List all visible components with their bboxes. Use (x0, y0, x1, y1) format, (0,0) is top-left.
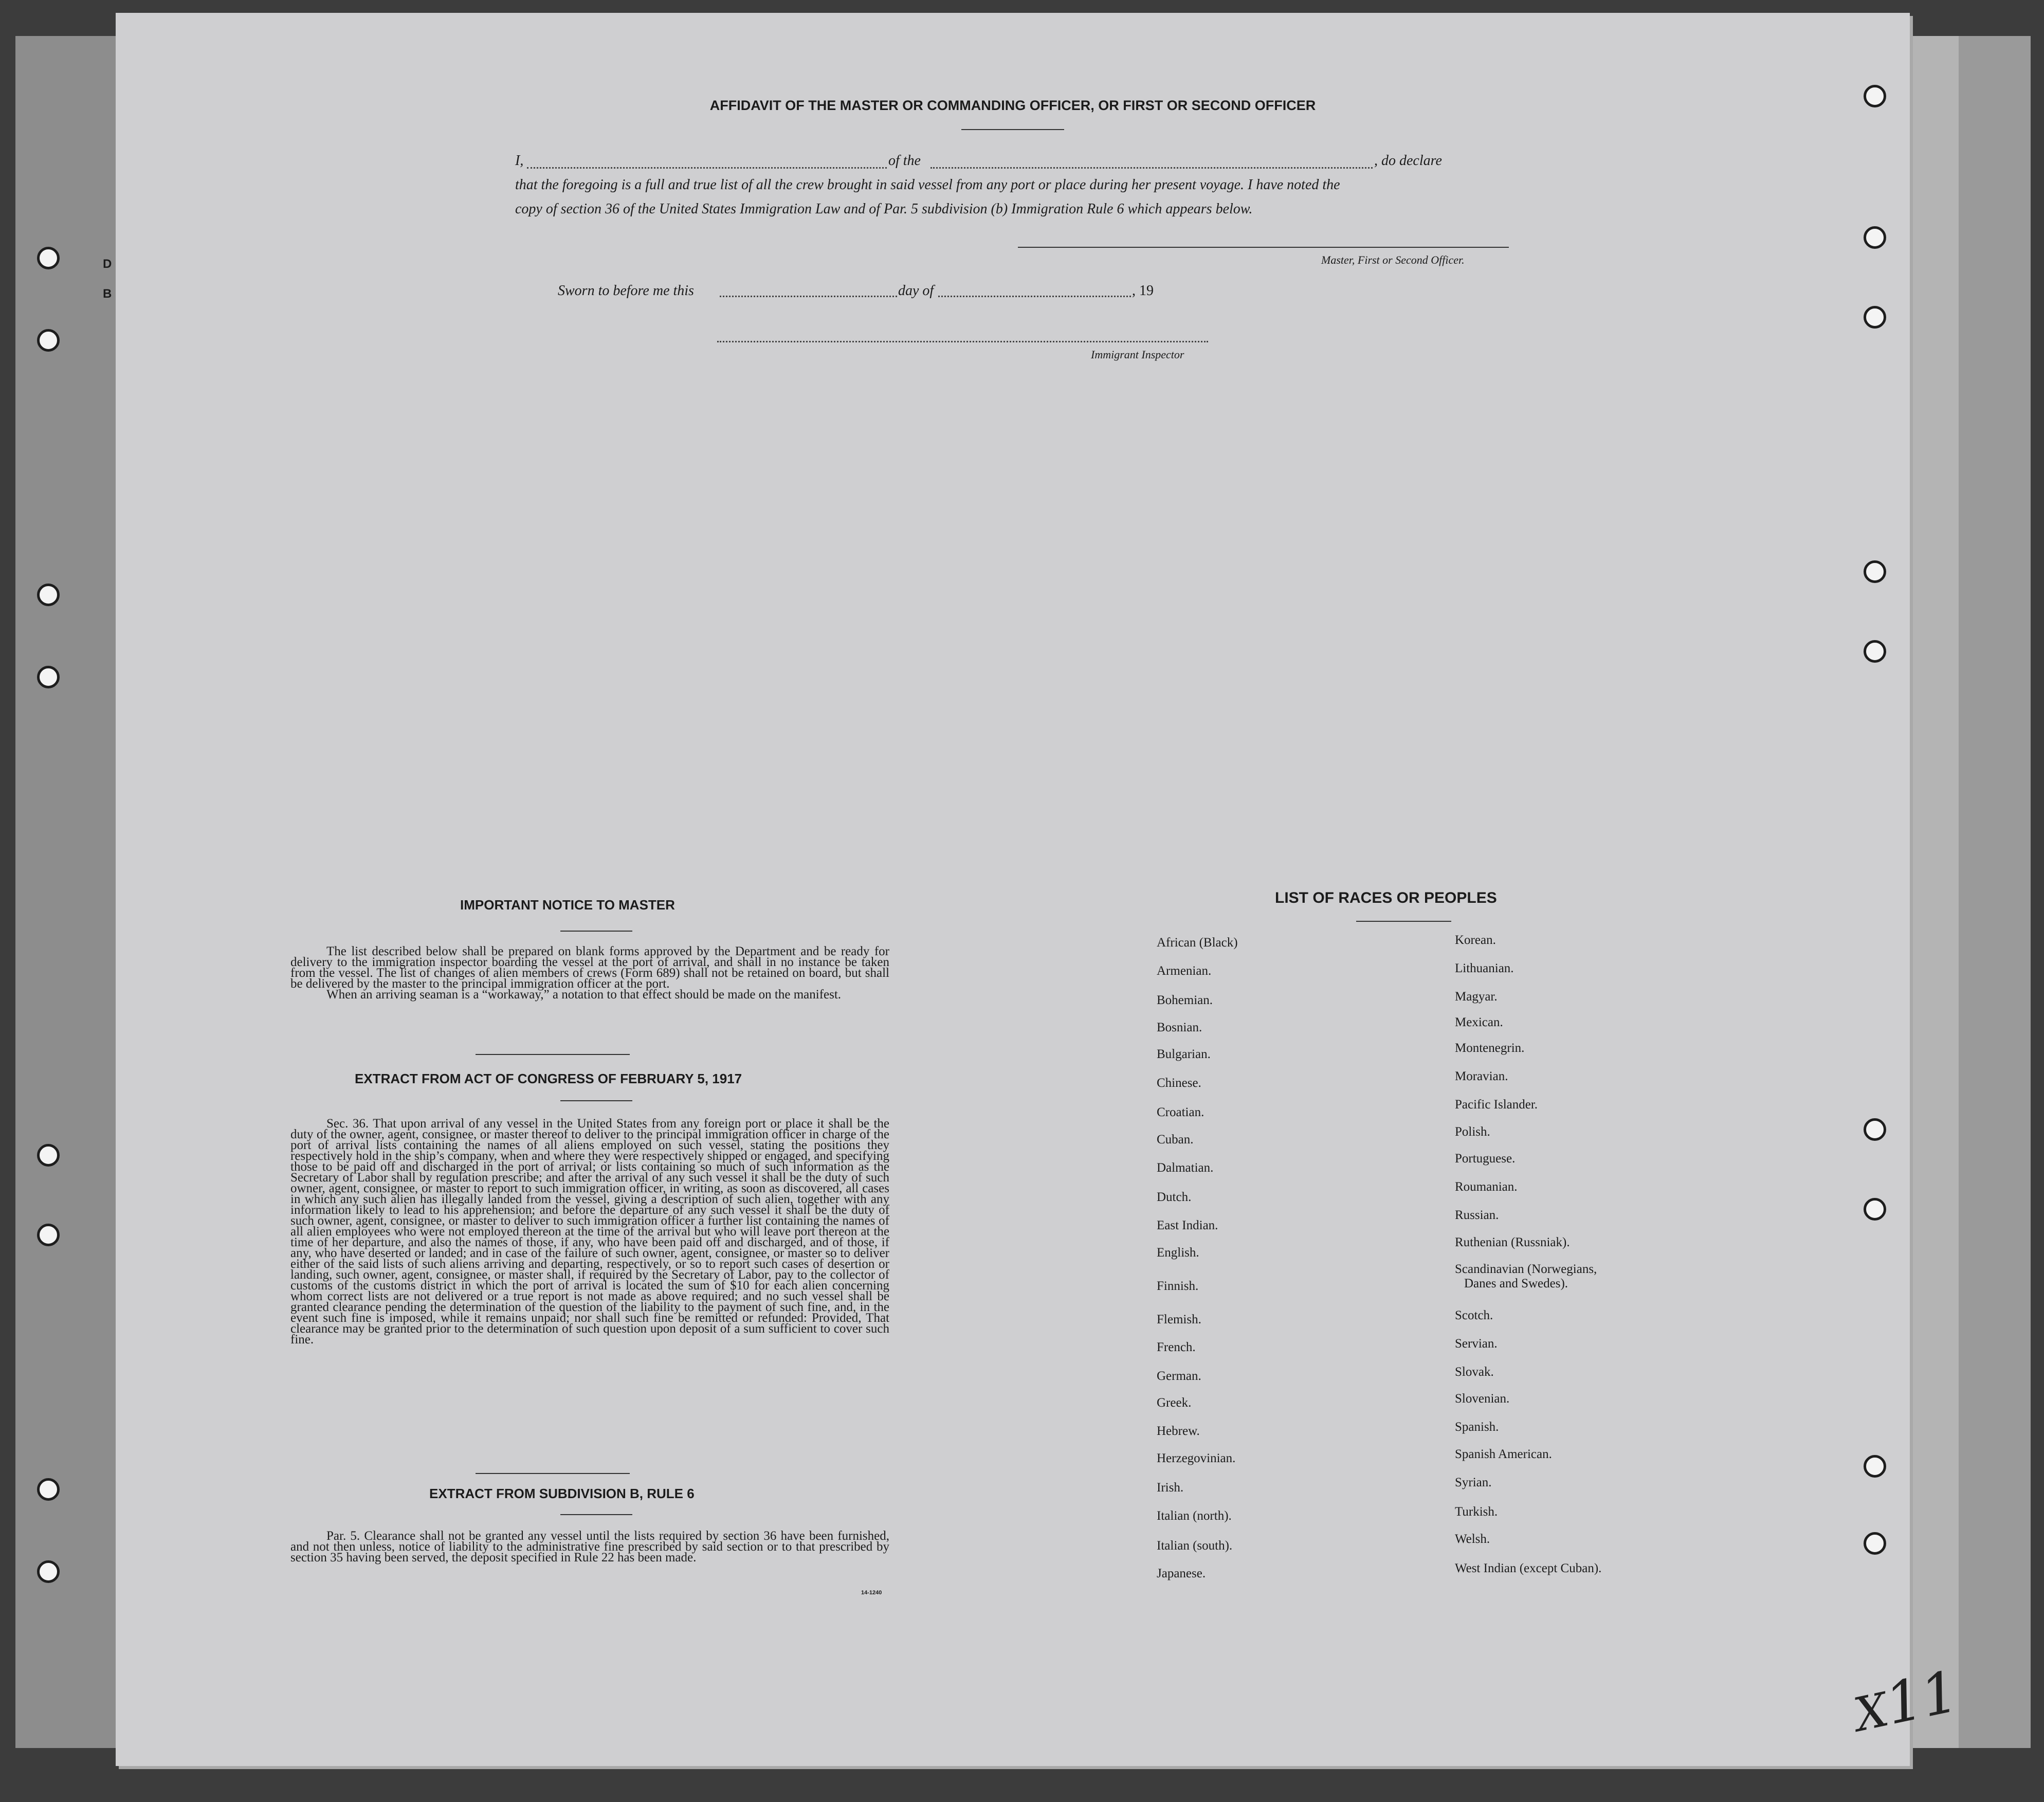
race-entry: Montenegrin. (1455, 1041, 1525, 1055)
extract-rule-rule (560, 1514, 632, 1515)
race-entry: Lithuanian. (1455, 961, 1514, 975)
races-rule (1356, 921, 1451, 922)
extract-rule-paragraph: Par. 5. Clearance shall not be granted any vessel until the lists required by section 36 have been furnished, and not then unless, notice of liability to the administrative fine prescribed by said section or to that prescribed by section 35 having been served, the deposit specified in Rule 22 has been made. (290, 1529, 889, 1564)
race-entry: Roumanian. (1455, 1180, 1518, 1194)
binder-hole (37, 666, 60, 688)
race-entry: Flemish. (1157, 1313, 1201, 1326)
race-entry: Italian (south). (1157, 1539, 1233, 1553)
race-entry: Syrian. (1455, 1476, 1492, 1489)
extract-rule-title: EXTRACT FROM SUBDIVISION B, RULE 6 (429, 1486, 695, 1501)
race-entry: Dalmatian. (1157, 1161, 1214, 1175)
race-entry: Cuban. (1157, 1133, 1194, 1146)
race-entry: Moravian. (1455, 1069, 1508, 1083)
affidavit-of-the-label: of the (888, 153, 921, 169)
notice-title: IMPORTANT NOTICE TO MASTER (460, 897, 675, 913)
race-entry: English. (1157, 1246, 1199, 1260)
notice-paragraph: The list described below shall be prepared on blank forms approved by the Department and be ready for delivery to the immigration inspector boarding the vessel at the port of arrival, and shall in no instance be taken from the vessel. The list of changes of alien members of crews (Form 689) shall not be retained on board, but shall be delivered by the master to the principal immigration officer at the port. (290, 944, 889, 991)
punch-hole (1864, 640, 1886, 663)
race-entry: Slovenian. (1455, 1392, 1510, 1406)
sworn-day-blank (720, 296, 897, 297)
race-entry: Pacific Islander. (1455, 1098, 1538, 1112)
binder-hole (37, 329, 60, 352)
vessel-blank (930, 167, 1373, 169)
punch-hole (1864, 1118, 1886, 1141)
extract-act-body (290, 1118, 889, 1345)
race-entry: Irish. (1157, 1481, 1184, 1495)
race-entry: Dutch. (1157, 1190, 1192, 1204)
binder-hole (37, 1144, 60, 1167)
punch-hole (1864, 560, 1886, 583)
binder-hole (37, 584, 60, 606)
race-entry: Croatian. (1157, 1105, 1204, 1119)
binder-hole (37, 1224, 60, 1246)
race-entry: East Indian. (1157, 1218, 1218, 1232)
affidavit-i-label: I, (515, 153, 524, 169)
handwritten-number: 11 (1879, 1658, 1964, 1738)
signature-line (1018, 247, 1509, 248)
race-entry: Bulgarian. (1157, 1047, 1211, 1061)
races-title: LIST OF RACES OR PEOPLES (1275, 889, 1497, 906)
extract-act-title: EXTRACT FROM ACT OF CONGRESS OF FEBRUARY 5, 1917 (355, 1071, 742, 1086)
race-entry: Welsh. (1455, 1532, 1490, 1546)
race-entry: African (Black) (1157, 936, 1238, 950)
binder-hole (37, 1478, 60, 1501)
race-entry: Spanish American. (1455, 1447, 1552, 1461)
race-entry: Portuguese. (1455, 1152, 1516, 1166)
binder-hole (37, 1560, 60, 1583)
handwritten-x: X (1849, 1682, 1893, 1742)
sworn-month-blank (938, 296, 1131, 297)
race-entry: Russian. (1455, 1208, 1499, 1222)
extract-act-rule (560, 1100, 632, 1101)
title-rule (961, 129, 1064, 130)
punch-hole (1864, 226, 1886, 249)
race-entry: Finnish. (1157, 1279, 1199, 1293)
race-entry: Greek. (1157, 1396, 1192, 1410)
punch-hole (1864, 1198, 1886, 1221)
race-entry: Servian. (1455, 1337, 1498, 1351)
race-entry: Ruthenian (Russniak). (1455, 1235, 1570, 1249)
race-entry: Korean. (1455, 933, 1496, 947)
notice-rule (560, 931, 632, 932)
underlying-sheet-edge (1912, 36, 1959, 1748)
margin-letter: D (103, 257, 112, 271)
race-entry: Mexican. (1455, 1015, 1503, 1029)
punch-hole (1864, 1455, 1886, 1478)
extract-rule-body (290, 1531, 889, 1563)
form-page (116, 13, 1964, 1766)
notice-paragraph: When an arriving seaman is a “workaway,” a notation to that effect should be made on the manifest. (326, 988, 842, 1002)
race-entry: Scotch. (1455, 1308, 1493, 1322)
race-entry: Armenian. (1157, 964, 1212, 978)
race-entry: Spanish. (1455, 1420, 1499, 1434)
race-entry: Turkish. (1455, 1505, 1498, 1519)
signature-label: Master, First or Second Officer. (1321, 253, 1465, 266)
inspector-line (717, 341, 1208, 342)
race-entry: Slovak. (1455, 1365, 1494, 1379)
race-entry: Bohemian. (1157, 993, 1213, 1007)
race-entry: Magyar. (1455, 990, 1498, 1004)
affidavit-do-declare: , do declare (1374, 153, 1442, 169)
section-divider (476, 1473, 630, 1474)
punch-hole (1864, 306, 1886, 329)
notice-body (290, 946, 889, 1000)
race-entry: Danes and Swedes). (1464, 1277, 1568, 1290)
extract-act-paragraph: Sec. 36. That upon arrival of any vessel in the United States from any foreign port or place it shall be the duty of the owner, agent, consignee, or master thereof to deliver to the principal immigration officer in charge of the port of arrival lists containing the names of all aliens employed on such vessel, stating the positions they respectively hold in the ship’s company, when and where they were respectively shipped or engaged, and specifying those to be paid off and discharged in the port of arrival; or lists containing so much of such information as the Secretary of Labor shall by regulation prescribe; and after the arrival of any such vessel it shall be the duty of such owner, agent, consignee, or master to report to such immigration officer, in writing, as soon as discovered, all cases in which any such alien has illegally landed from the vessel, giving a description of such alien, together with any information likely to lead to his apprehension; and before the departure of any such vessel it shall be the duty of such owner, agent, consignee, or master to deliver to such immigration officer a further list containing the names of all alien employees who were not employed thereon at the time of the arrival but who will leave port thereon at the time of her departure, and also the names of those, if any, who have been paid off and discharged, and of those, if any, who have deserted or landed; and in case of the failure of such owner, agent, consignee, or master so to deliver either of the said lists of such aliens arriving and departing, respectively, or so to report such cases of desertion or landing, such owner, agent, consignee, or master shall, if required by the Secretary of Labor, pay to the collector of customs of the customs district in which the port of arrival is located the sum of $10 for each alien concerning whom correct lists are not delivered or a true report is not made as above required; and no such vessel shall be granted clearance pending the determination of the question of the liability to the payment of such fine, and, in the event such fine is imposed, while it remains unpaid; nor shall such fine be remitted or refunded: Provided, That clearance may be granted prior to the determination of such question upon deposit of a sum sufficient to cover such fine. (290, 1117, 889, 1346)
day-of-label: day of (898, 283, 934, 299)
affidavit-statement-line3: copy of section 36 of the United States Immigration Law and of Par. 5 subdivision (b) Immigration Rule 6 which appears below. (515, 201, 1253, 217)
race-entry: Italian (north). (1157, 1509, 1232, 1523)
affidavit-title: AFFIDAVIT OF THE MASTER OR COMMANDING OFFICER, OR FIRST OR SECOND OFFICER (709, 98, 1316, 113)
affidavit-statement-line2: that the foregoing is a full and true list of all the crew brought in said vessel from any port or place during her present voyage. I have noted the (515, 177, 1340, 193)
inspector-label: Immigrant Inspector (1091, 348, 1184, 361)
race-entry: Herzegovinian. (1157, 1451, 1236, 1465)
race-entry: Bosnian. (1157, 1021, 1202, 1034)
binder-hole (37, 247, 60, 269)
section-divider (476, 1054, 630, 1055)
year-label: , 19 (1132, 283, 1154, 299)
sworn-label: Sworn to before me this (558, 283, 694, 299)
race-entry: Chinese. (1157, 1076, 1201, 1090)
race-entry: French. (1157, 1340, 1196, 1354)
name-blank (527, 167, 887, 169)
punch-hole (1864, 1532, 1886, 1555)
race-entry: Hebrew. (1157, 1424, 1200, 1438)
race-entry: Japanese. (1157, 1567, 1206, 1580)
race-entry: Scandinavian (Norwegians, (1455, 1262, 1597, 1276)
race-entry: Polish. (1455, 1125, 1490, 1139)
form-number: 14-1240 (861, 1590, 882, 1596)
race-entry: West Indian (except Cuban). (1455, 1561, 1602, 1575)
margin-letter: B (103, 287, 112, 301)
race-entry: German. (1157, 1369, 1201, 1383)
